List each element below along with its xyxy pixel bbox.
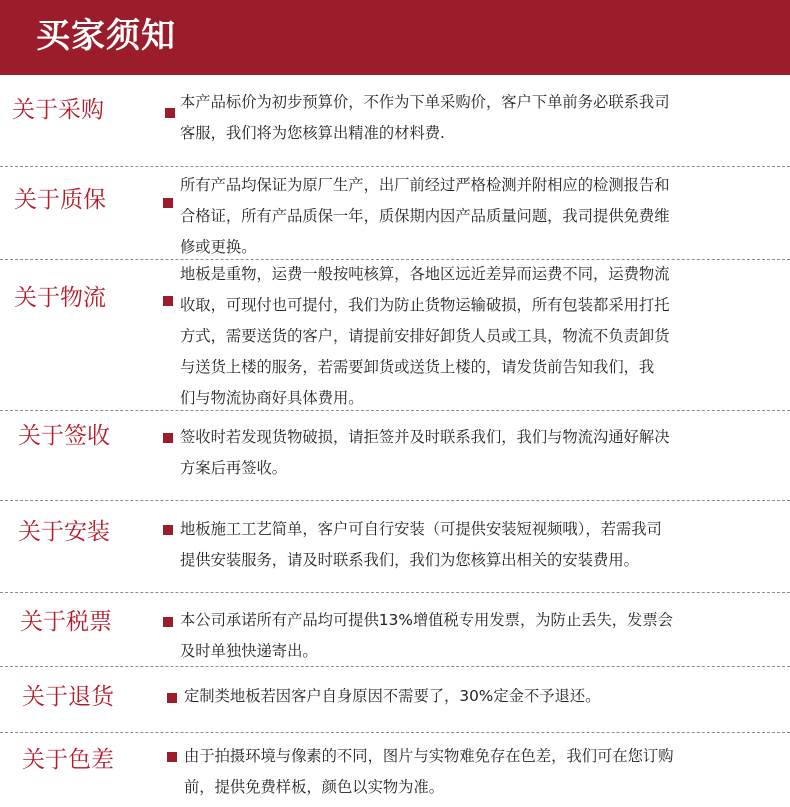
section-divider: [0, 732, 790, 733]
text-line: 所有产品均保证为原厂生产，出厂前经过严格检测并附相应的检测报告和: [180, 176, 670, 194]
bullet-icon: [163, 433, 173, 443]
section-text: [180, 605, 778, 667]
page-title: 买家须知: [36, 16, 176, 56]
section-divider: [0, 410, 790, 411]
text-line: 收取，可现付也可提付，我们为防止货物运输破损，所有包装都采用打托: [180, 296, 670, 314]
bullet-icon: [167, 693, 177, 703]
text-line: 定制类地板若因客户自身原因不需要了，30%定金不予退还。: [184, 687, 601, 705]
text-line: 签收时若发现货物破损，请拒签并及时联系我们，我们与物流沟通好解决: [180, 428, 670, 446]
bullet-icon: [163, 198, 173, 208]
section-text: [180, 87, 778, 149]
bullet-icon: [167, 752, 177, 762]
section-label: 关于质保: [14, 187, 106, 213]
section-divider: [0, 592, 790, 593]
section-text: [184, 741, 782, 803]
text-line: 及时单独快递寄出。: [180, 642, 318, 660]
bullet-icon: [163, 296, 173, 306]
text-line: 与送货上楼的服务，若需要卸货或送货上楼的，请发货前告知我们，我: [180, 358, 655, 376]
bullet-icon: [165, 108, 175, 118]
section-divider: [0, 666, 790, 667]
section-text: [180, 170, 778, 263]
text-line: 方案后再签收。: [180, 459, 288, 477]
section-label: 关于退货: [22, 684, 114, 710]
text-line: 地板施工工艺简单，客户可自行安装（可提供安装短视频哦），若需我司: [180, 520, 662, 538]
page-header: [0, 0, 790, 75]
text-line: 提供安装服务，请及时联系我们，我们为您核算出相关的安装费用。: [180, 551, 639, 569]
text-line: 地板是重物，运费一般按吨核算，各地区远近差异而运费不同，运费物流: [180, 265, 670, 283]
section-label: 关于签收: [18, 423, 110, 449]
section-label: 关于采购: [12, 97, 104, 123]
section-text: [184, 681, 782, 712]
section-label: 关于安装: [18, 519, 110, 545]
text-line: 修或更换。: [180, 238, 257, 256]
section-divider: [0, 166, 790, 167]
text-line: 由于拍摄环境与像素的不同，图片与实物难免存在色差，我们可在您订购: [184, 747, 674, 765]
section-text: [180, 514, 778, 576]
section-text: [180, 422, 778, 484]
section-text: [180, 259, 778, 414]
text-line: 前，提供免费样板，颜色以实物为准。: [184, 778, 445, 796]
bullet-icon: [163, 617, 173, 627]
text-line: 客服，我们将为您核算出精准的材料费.: [180, 124, 445, 142]
section-label: 关于物流: [14, 285, 106, 311]
text-line: 合格证，所有产品质保一年，质保期内因产品质量问题，我司提供免费维: [180, 207, 670, 225]
text-line: 方式，需要送货的客户，请提前安排好卸货人员或工具，物流不负责卸货: [180, 327, 670, 345]
section-divider: [0, 500, 790, 501]
text-line: 本公司承诺所有产品均可提供13%增值税专用发票，为防止丢失，发票会: [180, 611, 673, 629]
text-line: 们与物流协商好具体费用。: [180, 389, 364, 407]
bullet-icon: [163, 525, 173, 535]
section-label: 关于色差: [22, 747, 114, 773]
text-line: 本产品标价为初步预算价，不作为下单采购价，客户下单前务必联系我司: [180, 93, 670, 111]
section-label: 关于税票: [20, 609, 112, 635]
